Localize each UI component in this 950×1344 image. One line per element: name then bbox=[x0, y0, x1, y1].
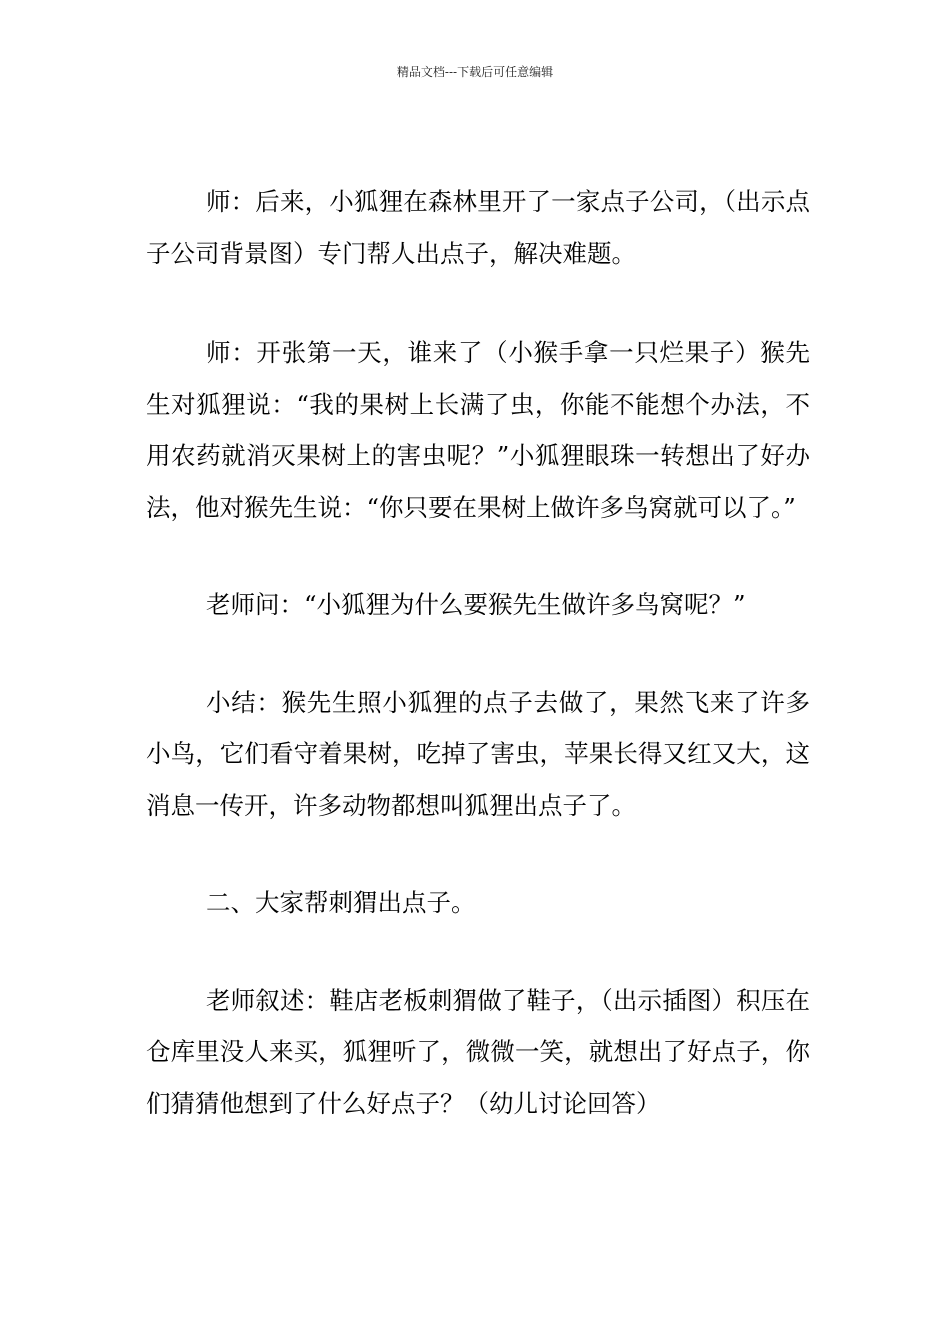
section-heading: 二、大家帮刺猬出点子。 bbox=[206, 888, 476, 917]
document-body bbox=[146, 176, 810, 1129]
paragraph-teacher-intro: 师：后来，小狐狸在森林里开了一家点子公司，（出示点子公司背景图）专门帮人出点子，解决难题。 bbox=[146, 187, 810, 268]
page-header: 精品文档---下载后可任意编辑 bbox=[396, 65, 554, 79]
paragraph-summary: 小结：猴先生照小狐狸的点子去做了，果然飞来了许多小鸟，它们看守着果树，吃掉了害虫，苹果长得又红又大，这消息一传开，许多动物都想叫狐狸出点子了。 bbox=[146, 687, 810, 820]
paragraph-monkey-story: 师：开张第一天，谁来了（小猴手拿一只烂果子）猴先生对狐狸说：“我的果树上长满了虫，你能不能想个办法，不用农药就消灭果树上的害虫呢？”小狐狸眼珠一转想出了好办法，他对猴先生说：“你只要在果树上做许多鸟窝就可以了。” bbox=[146, 338, 810, 522]
paragraph-hedgehog-story: 老师叙述：鞋店老板刺猬做了鞋子，（出示插图）积压在仓库里没人来买，狐狸听了，微微一笑，就想出了好点子，你们猜猜他想到了什么好点子？（幼儿讨论回答） bbox=[146, 985, 810, 1118]
paragraph-teacher-question: 老师问：“小狐狸为什么要猴先生做许多鸟窝呢？” bbox=[206, 590, 746, 619]
